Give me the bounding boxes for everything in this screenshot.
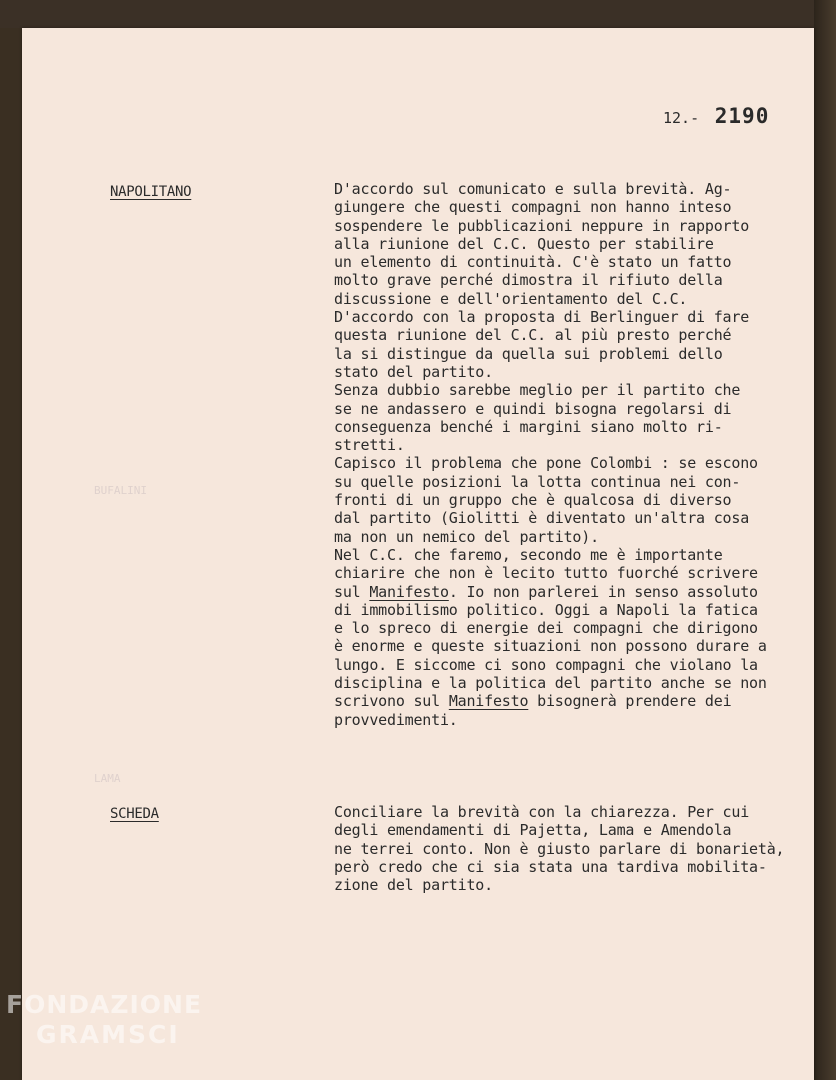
- text-line: fronti di un gruppo che è qualcosa di diverso: [334, 491, 732, 510]
- text-line: D'accordo con la proposta di Berlinguer di fare: [334, 308, 750, 327]
- text-line: dal partito (Giolitti è diventato un'altra cosa: [334, 509, 750, 528]
- text-line: la si distingue da quella sui problemi dello: [334, 344, 723, 363]
- bleed-through-text: LAMA: [94, 772, 121, 785]
- text-line: lungo. E siccome ci sono compagni che violano la: [334, 655, 758, 674]
- fondazione-gramsci-watermark: [6, 990, 202, 1050]
- text-line: su quelle posizioni la lotta continua nei con-: [334, 472, 741, 491]
- text-line: ne terrei conto. Non è giusto parlare di bonarietà,: [334, 839, 785, 858]
- text-fragment: . Io non parlerei in senso assoluto: [448, 582, 758, 601]
- text-line: Capisco il problema che pone Colombi : se escono: [334, 454, 758, 473]
- text-line: chiarire che non è lecito tutto fuorché scrivere: [334, 564, 758, 583]
- text-line: Senza dubbio sarebbe meglio per il partito che: [334, 381, 741, 400]
- text-fragment: sul: [334, 582, 370, 601]
- text-line: stretti.: [334, 436, 405, 455]
- text-line: un elemento di continuità. C'è stato un fatto: [334, 253, 732, 272]
- speech-text: [334, 803, 804, 894]
- text-line: D'accordo sul comunicato e sulla brevità. Ag-: [334, 180, 732, 198]
- text-line: [334, 583, 804, 601]
- text-line: di immobilismo politico. Oggi a Napoli la fatica: [334, 600, 758, 619]
- text-line: però credo che ci sia stata una tardiva mobilita-: [334, 857, 767, 876]
- text-line: se ne andassero e quindi bisogna regolarsi di: [334, 399, 732, 418]
- text-line: è enorme e queste situazioni non possono durare a: [334, 637, 767, 656]
- text-line: provvedimenti.: [334, 710, 458, 729]
- text-line: Nel C.C. che faremo, secondo me è importante: [334, 545, 723, 564]
- text-line: discussione e dell'orientamento del C.C.: [334, 289, 688, 308]
- text-line: disciplina e la politica del partito anche se non: [334, 674, 767, 693]
- speech-text: [334, 180, 804, 729]
- page-number: [663, 104, 769, 128]
- text-fragment: scrivono sul: [334, 692, 449, 711]
- text-line: giungere che questi compagni non hanno inteso: [334, 198, 732, 217]
- text-line: alla riunione del C.C. Questo per stabilire: [334, 234, 714, 253]
- text-line: Conciliare la brevità con la chiarezza. Per cui: [334, 803, 750, 821]
- text-line: stato del partito.: [334, 362, 493, 381]
- text-line: questa riunione del C.C. al più presto perché: [334, 326, 732, 345]
- text-line: zione del partito.: [334, 876, 493, 895]
- page-number-archive: 2190: [714, 104, 770, 128]
- text-fragment: bisognerà prendere dei: [528, 692, 732, 711]
- scan-top-edge: [0, 0, 836, 28]
- scan-right-edge: [814, 0, 836, 1080]
- text-line: sospendere le pubblicazioni neppure in rapporto: [334, 216, 750, 235]
- watermark-line: FONDAZIONE: [6, 990, 203, 1019]
- newspaper-title: Manifesto: [448, 692, 529, 711]
- text-line: conseguenza benché i margini siano molto ri-: [334, 417, 723, 436]
- text-line: degli emendamenti di Pajetta, Lama e Amendola: [334, 821, 732, 840]
- watermark-line: GRAMSCI: [36, 1020, 180, 1049]
- speaker-name: SCHEDA: [110, 806, 159, 822]
- speaker-name: NAPOLITANO: [110, 184, 192, 200]
- text-line: e lo spreco di energie dei compagni che dirigono: [334, 619, 758, 638]
- newspaper-title: Manifesto: [369, 582, 449, 601]
- bleed-through-text: BUFALINI: [94, 484, 147, 497]
- text-line: ma non un nemico del partito).: [334, 527, 599, 546]
- text-line: [334, 692, 804, 710]
- page-number-sheet: 12.-: [663, 109, 700, 127]
- text-line: molto grave perché dimostra il rifiuto della: [334, 271, 723, 290]
